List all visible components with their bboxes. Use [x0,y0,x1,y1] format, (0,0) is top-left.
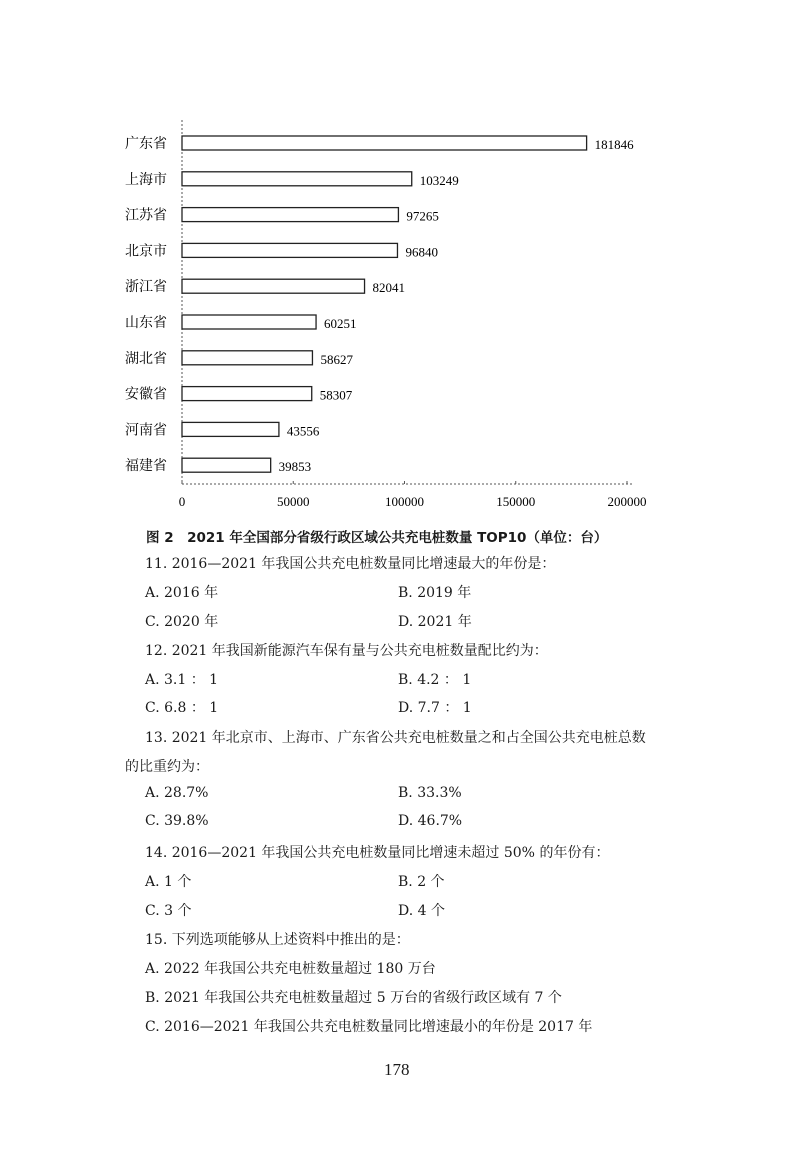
question-11: 11. 2016—2021 年我国公共充电桩数量同比增速最大的年份是： [145,556,556,572]
bar [182,458,271,472]
question-15: 15. 下列选项能够从上述资料中推出的是： [145,932,410,948]
category-label: 广东省 [125,136,167,152]
q13-option-a: A. 28.7% [145,785,209,801]
q14-option-a: A. 1 个 [145,874,192,890]
q12-option-b: B. 4.2 ： 1 [398,672,472,688]
page-number: 178 [384,1060,410,1079]
q14-option-b: B. 2 个 [398,874,445,890]
x-tick-label: 50000 [277,494,310,509]
bar [182,136,587,150]
value-label: 58627 [320,351,353,367]
q11-option-b: B. 2019 年 [398,585,472,601]
bar [182,315,316,329]
value-label: 97265 [406,208,439,224]
bar [182,351,312,365]
x-tick-label: 100000 [385,494,424,509]
value-label: 58307 [319,387,353,403]
x-tick-label: 150000 [496,494,536,509]
category-label: 上海市 [125,171,167,188]
category-label: 北京市 [125,243,167,260]
bar-chart [0,0,800,520]
q12-option-a: A. 3.1 ： 1 [145,672,219,688]
value-label: 96840 [405,244,438,260]
value-label: 43556 [286,423,320,439]
category-label: 江苏省 [125,207,167,224]
q15-option-a: A. 2022 年我国公共充电桩数量超过 180 万台 [145,961,436,977]
category-label: 河南省 [125,422,167,439]
chart-canvas [0,0,800,520]
bar [182,172,412,186]
q11-option-d: D. 2021 年 [398,614,472,630]
category-label: 浙江省 [125,279,167,296]
value-label: 39853 [278,459,312,475]
value-label: 103249 [419,172,459,188]
value-label: 60251 [324,316,357,331]
q13-option-c: C. 39.8% [145,813,209,829]
q13-option-b: B. 33.3% [398,785,462,801]
q15-option-b: B. 2021 年我国公共充电桩数量超过 5 万台的省级行政区域有 7 个 [145,990,562,1006]
q15-option-c: C. 2016—2021 年我国公共充电桩数量同比增速最小的年份是 2017 年 [145,1019,593,1035]
question-14: 14. 2016—2021 年我国公共充电桩数量同比增速未超过 50% 的年份有： [145,845,610,861]
figure-caption: 图 2 2021 年全国部分省级行政区域公共充电桩数量 TOP10（单位：台） [146,530,608,546]
q14-option-c: C. 3 个 [145,903,192,919]
question-12: 12. 2021 年我国新能源汽车保有量与公共充电桩数量配比约为： [145,643,548,659]
x-tick-label: 0 [178,494,186,509]
q11-option-c: C. 2020 年 [145,614,219,630]
bar [182,387,312,401]
q11-option-a: A. 2016 年 [145,585,219,601]
q12-option-c: C. 6.8 ： 1 [145,700,219,716]
bar [182,422,279,436]
question-13-continued: 的比重约为： [125,759,209,775]
bar [182,208,398,222]
q12-option-d: D. 7.7 ： 1 [398,700,472,716]
category-label: 安徽省 [125,386,167,403]
category-label: 福建省 [125,458,167,475]
value-label: 181846 [594,137,634,152]
value-label: 82041 [372,280,406,296]
x-tick-label: 200000 [607,494,647,509]
category-label: 山东省 [125,315,167,331]
question-13: 13. 2021 年北京市、上海市、广东省公共充电桩数量之和占全国公共充电桩总数 [145,730,646,746]
category-label: 湖北省 [125,350,167,367]
bar [182,243,397,257]
q13-option-d: D. 46.7% [398,813,463,829]
q14-option-d: D. 4 个 [398,903,445,919]
bar [182,279,365,293]
